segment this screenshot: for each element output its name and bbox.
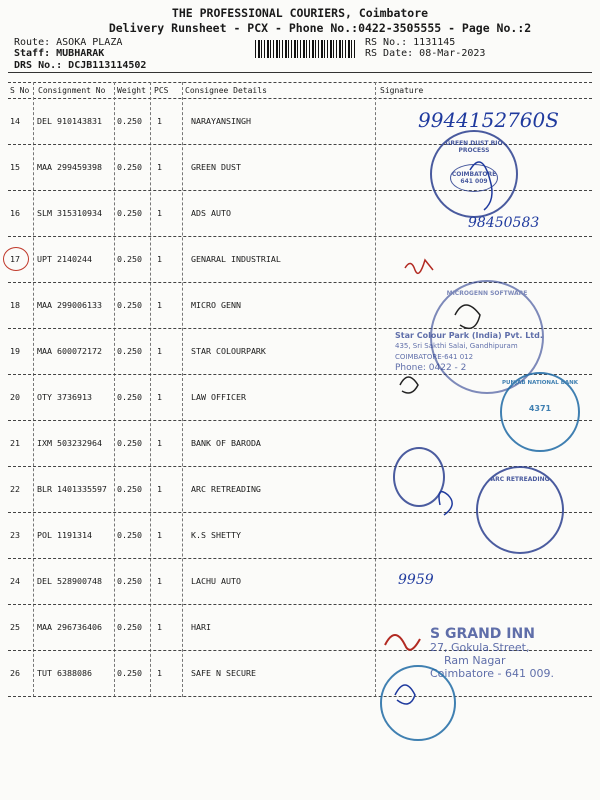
row-consignee: MICRO GENN bbox=[191, 300, 241, 310]
row-pcs: 1 bbox=[157, 300, 162, 310]
row-consignee: GENARAL INDUSTRIAL bbox=[191, 254, 281, 264]
row-sno: 17 bbox=[10, 254, 20, 264]
row-consignment-no: POL 1191314 bbox=[37, 530, 92, 540]
signature-row-14: 9944152760S bbox=[418, 108, 559, 132]
row-pcs: 1 bbox=[157, 254, 162, 264]
stamp-ring-text: ARC RETREADING bbox=[490, 476, 550, 483]
row-consignment-no: BLR 1401335597 bbox=[37, 484, 107, 494]
col-pcs: PCS bbox=[154, 86, 169, 95]
stamp-center-text: COIMBATORE 641 009 bbox=[450, 164, 498, 192]
stamp-line: S GRAND INN bbox=[430, 626, 535, 642]
col-weight: Weight bbox=[117, 86, 146, 95]
row-consignment-no: TUT 6388086 bbox=[37, 668, 92, 678]
stamp-center-text: 4371 bbox=[528, 404, 552, 413]
row-sno: 24 bbox=[10, 576, 20, 586]
row-consignee: STAR COLOURPARK bbox=[191, 346, 266, 356]
row-consignee: LAW OFFICER bbox=[191, 392, 246, 402]
row-consignment-no: IXM 503232964 bbox=[37, 438, 102, 448]
col-consignee: Consignee Details bbox=[185, 86, 267, 95]
row-weight: 0.250 bbox=[117, 300, 142, 310]
row-consignment-no: OTY 3736913 bbox=[37, 392, 92, 402]
row-consignee: BANK OF BARODA bbox=[191, 438, 261, 448]
stamp-line: COIMBATORE-641 012 bbox=[395, 353, 474, 361]
row-sno: 18 bbox=[10, 300, 20, 310]
row-pcs: 1 bbox=[157, 392, 162, 402]
row-sno: 21 bbox=[10, 438, 20, 448]
row-pcs: 1 bbox=[157, 484, 162, 494]
row-consignment-no: MAA 299459398 bbox=[37, 162, 102, 172]
row-pcs: 1 bbox=[157, 438, 162, 448]
row-weight: 0.250 bbox=[117, 116, 142, 126]
row-weight: 0.250 bbox=[117, 254, 142, 264]
col-signature: Signature bbox=[380, 86, 424, 95]
staff-label: Staff: MUBHARAK bbox=[14, 48, 105, 59]
row-consignment-no: MAA 299006133 bbox=[37, 300, 102, 310]
signature-row-24: 9959 bbox=[398, 572, 434, 588]
route-label: Route: ASOKA PLAZA bbox=[14, 37, 123, 48]
rs-number: RS No.: 1131145 bbox=[365, 37, 456, 48]
col-sno: S No bbox=[10, 86, 30, 95]
row-pcs: 1 bbox=[157, 162, 162, 172]
stamp-ring-text: PUNJAB NATIONAL BANK bbox=[502, 380, 579, 386]
drs-number: DRS No.: DCJB113114502 bbox=[14, 60, 147, 71]
row-weight: 0.250 bbox=[117, 668, 142, 678]
stamp-line: 27, Gokula Street, bbox=[430, 641, 530, 654]
stamp-line: Star Colour Park (India) Pvt. Ltd. bbox=[395, 331, 543, 340]
row-consignee: SAFE N SECURE bbox=[191, 668, 256, 678]
col-consignment: Consignment No bbox=[38, 86, 106, 95]
row-pcs: 1 bbox=[157, 668, 162, 678]
row-pcs: 1 bbox=[157, 346, 162, 356]
row-pcs: 1 bbox=[157, 116, 162, 126]
row-weight: 0.250 bbox=[117, 530, 142, 540]
signature-row-16: 98450583 bbox=[468, 215, 540, 231]
row-consignee: ARC RETREADING bbox=[191, 484, 261, 494]
row-weight: 0.250 bbox=[117, 392, 142, 402]
row-consignment-no: DEL 910143831 bbox=[37, 116, 102, 126]
stamp-ring-text: GREEN DUST BIO PROCESS bbox=[445, 140, 503, 154]
row-consignee: GREEN DUST bbox=[191, 162, 241, 172]
row-pcs: 1 bbox=[157, 530, 162, 540]
row-sno: 26 bbox=[10, 668, 20, 678]
row-weight: 0.250 bbox=[117, 438, 142, 448]
row-weight: 0.250 bbox=[117, 576, 142, 586]
row-weight: 0.250 bbox=[117, 346, 142, 356]
row-sno: 14 bbox=[10, 116, 20, 126]
row-pcs: 1 bbox=[157, 208, 162, 218]
stamp-line: 435, Sri Sakthi Salai, Gandhipuram bbox=[395, 342, 518, 350]
row-sno: 25 bbox=[10, 622, 20, 632]
row-consignment-no: DEL 528900748 bbox=[37, 576, 102, 586]
row-consignee: ADS AUTO bbox=[191, 208, 231, 218]
company-title: THE PROFESSIONAL COURIERS, Coimbatore bbox=[171, 6, 429, 20]
row-consignee: K.S SHETTY bbox=[191, 530, 241, 540]
row-sno: 19 bbox=[10, 346, 20, 356]
row-consignee: NARAYANSINGH bbox=[191, 116, 251, 126]
row-consignment-no: MAA 296736406 bbox=[37, 622, 102, 632]
row-consignment-no: SLM 315310934 bbox=[37, 208, 102, 218]
runsheet-subtitle: Delivery Runsheet - PCX - Phone No.:0422-3505555 - Page No.:2 bbox=[108, 21, 532, 35]
stamp-line: Ram Nagar bbox=[444, 654, 506, 667]
stamp-ring-text: MICROGENN SOFTWARE bbox=[446, 290, 528, 297]
row-sno: 22 bbox=[10, 484, 20, 494]
row-consignment-no: UPT 2140244 bbox=[37, 254, 92, 264]
row-weight: 0.250 bbox=[117, 622, 142, 632]
row-consignment-no: MAA 600072172 bbox=[37, 346, 102, 356]
row-weight: 0.250 bbox=[117, 208, 142, 218]
row-weight: 0.250 bbox=[117, 484, 142, 494]
row-pcs: 1 bbox=[157, 576, 162, 586]
stamp-line: Phone: 0422 - 2 bbox=[395, 363, 467, 373]
rs-date: RS Date: 08-Mar-2023 bbox=[365, 48, 486, 59]
row-sno: 15 bbox=[10, 162, 20, 172]
row-sno: 16 bbox=[10, 208, 20, 218]
row-consignee: LACHU AUTO bbox=[191, 576, 241, 586]
row-pcs: 1 bbox=[157, 622, 162, 632]
row-sno: 23 bbox=[10, 530, 20, 540]
row-consignee: HARI bbox=[191, 622, 211, 632]
stamp-line: Coimbatore - 641 009. bbox=[430, 667, 554, 680]
row-weight: 0.250 bbox=[117, 162, 142, 172]
row-sno: 20 bbox=[10, 392, 20, 402]
